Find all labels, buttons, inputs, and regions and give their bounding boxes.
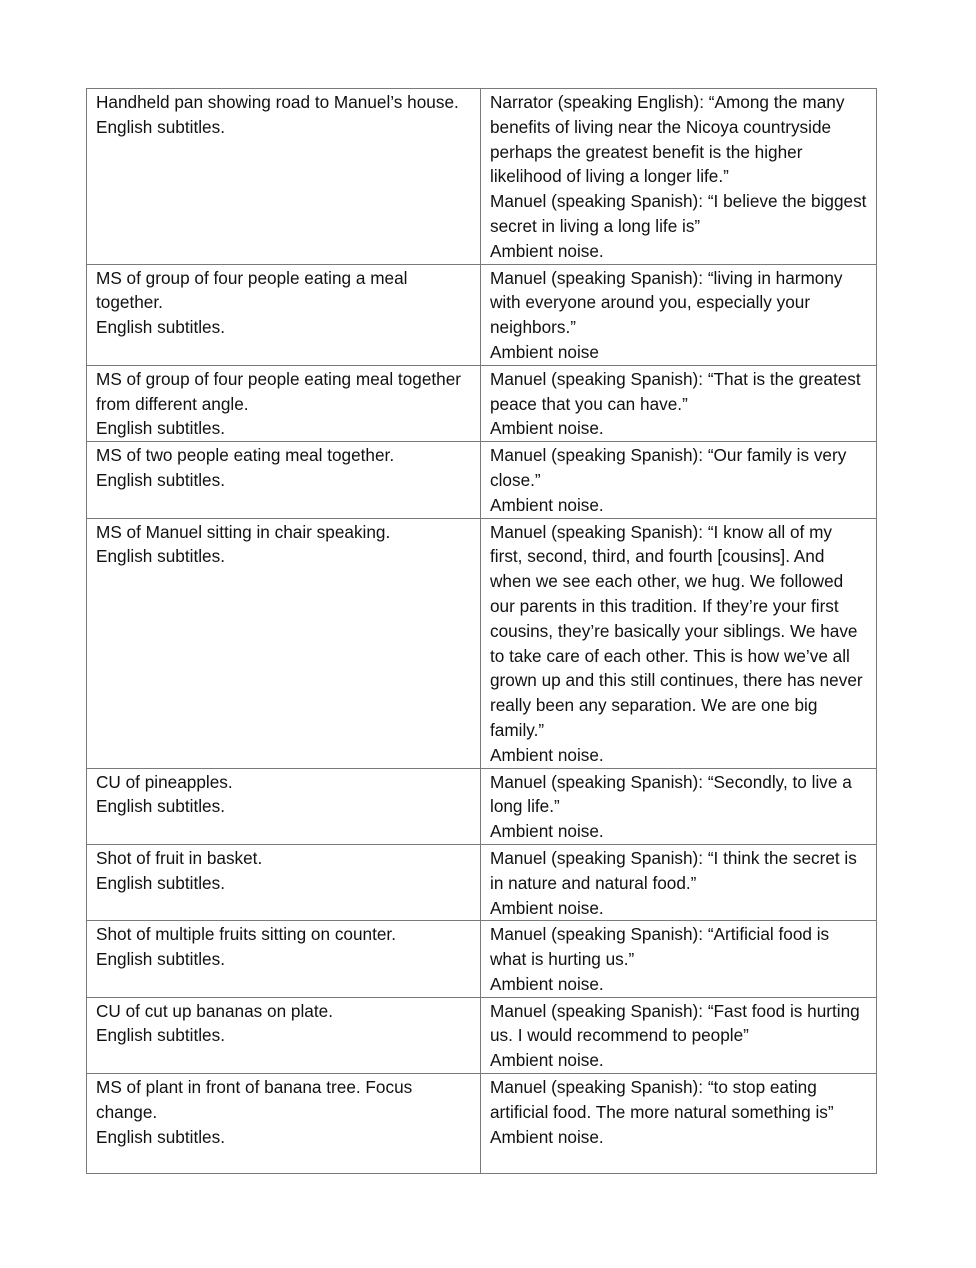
visual-cell: CU of pineapples. English subtitles. (87, 768, 481, 844)
visual-cell: Handheld pan showing road to Manuel’s house. English subtitles. (87, 89, 481, 265)
audio-cell: Manuel (speaking Spanish): “to stop eating artificial food. The more natural something is” Ambient noise. (481, 1074, 877, 1174)
audio-cell: Manuel (speaking Spanish): “Our family is very close.” Ambient noise. (481, 442, 877, 518)
visual-cell: MS of plant in front of banana tree. Focus change. English subtitles. (87, 1074, 481, 1174)
audio-cell: Manuel (speaking Spanish): “living in harmony with everyone around you, especially your neighbors.” Ambient noise (481, 264, 877, 365)
table-row (87, 442, 877, 518)
table-row (87, 264, 877, 365)
table-row (87, 1074, 877, 1174)
audio-cell: Manuel (speaking Spanish): “I know all of my first, second, third, and fourth [cousins]. And when we see each other, we hug. We followed our parents in this tradition. If they’re your first cousins, they’re basically your siblings. We have to take care of each other. This is how we’ve all grown up and this still continues, there has never really been any separation. We are one big family.” Ambient noise. (481, 518, 877, 768)
table-row (87, 921, 877, 997)
visual-cell: MS of group of four people eating meal together from different angle. English subtitles. (87, 365, 481, 441)
visual-cell: Shot of fruit in basket. English subtitles. (87, 844, 481, 920)
table-row (87, 89, 877, 265)
audio-cell: Narrator (speaking English): “Among the many benefits of living near the Nicoya countryside perhaps the greatest benefit is the higher likelihood of living a longer life.” Manuel (speaking Spanish): “I believe the biggest secret in living a long life is” Ambient noise. (481, 89, 877, 265)
table-row (87, 768, 877, 844)
table-row (87, 365, 877, 441)
table-row (87, 997, 877, 1073)
visual-cell: MS of group of four people eating a meal together. English subtitles. (87, 264, 481, 365)
audio-cell: Manuel (speaking Spanish): “Artificial food is what is hurting us.” Ambient noise. (481, 921, 877, 997)
audio-cell: Manuel (speaking Spanish): “I think the secret is in nature and natural food.” Ambient noise. (481, 844, 877, 920)
table-row (87, 844, 877, 920)
script-table (86, 88, 877, 1174)
audio-cell: Manuel (speaking Spanish): “Fast food is hurting us. I would recommend to people” Ambient noise. (481, 997, 877, 1073)
visual-cell: Shot of multiple fruits sitting on counter. English subtitles. (87, 921, 481, 997)
visual-cell: CU of cut up bananas on plate. English subtitles. (87, 997, 481, 1073)
audio-cell: Manuel (speaking Spanish): “That is the greatest peace that you can have.” Ambient noise. (481, 365, 877, 441)
table-row (87, 518, 877, 768)
audio-cell: Manuel (speaking Spanish): “Secondly, to live a long life.” Ambient noise. (481, 768, 877, 844)
visual-cell: MS of Manuel sitting in chair speaking. English subtitles. (87, 518, 481, 768)
visual-cell: MS of two people eating meal together. English subtitles. (87, 442, 481, 518)
